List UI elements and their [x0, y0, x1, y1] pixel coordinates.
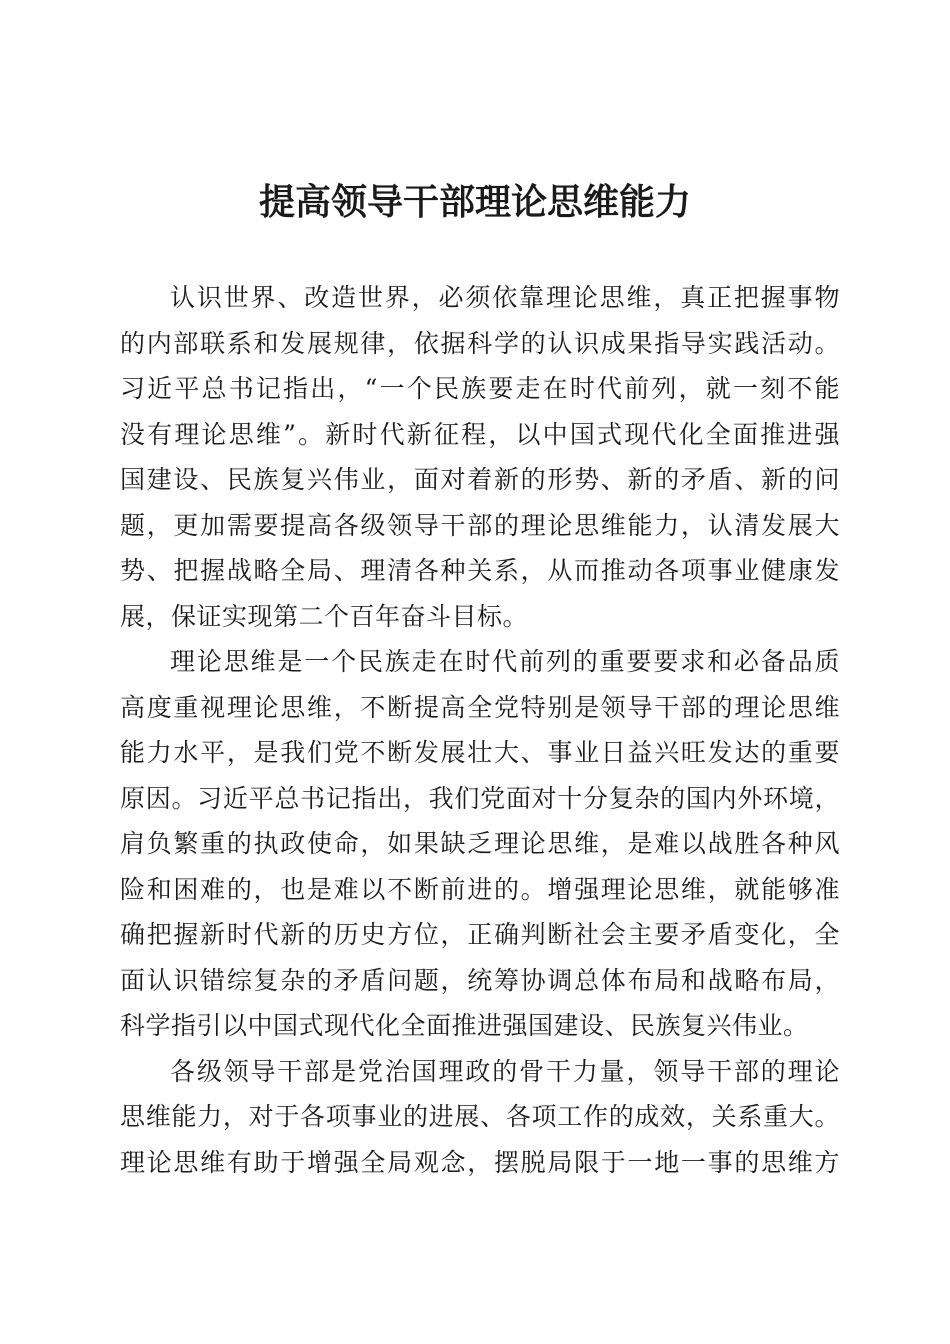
paragraph-line: 原因。习近平总书记指出，我们党面对十分复杂的国内外环境，	[120, 783, 840, 813]
paragraph-line: 面认识错综复杂的矛盾问题，统筹协调总体布局和战略布局，	[120, 965, 840, 995]
paragraph-2	[120, 639, 840, 1049]
paragraph-1	[120, 275, 840, 639]
paragraph-line: 习近平总书记指出，“一个民族要走在时代前列，就一刻不能	[120, 374, 840, 403]
paragraph-line: 各级领导干部是党治国理政的骨干力量，领导干部的理论	[170, 1056, 840, 1086]
paragraph-line: 理论思维是一个民族走在时代前列的重要要求和必备品质	[170, 647, 840, 676]
paragraph-line: 思维能力，对于各项事业的进展、各项工作的成效，关系重大。	[120, 1102, 840, 1131]
paragraph-line: 题，更加需要提高各级领导干部的理论思维能力，认清发展大	[120, 510, 840, 540]
paragraph-line: 险和困难的，也是难以不断前进的。增强理论思维，就能够准	[120, 874, 840, 904]
document-body	[120, 275, 840, 1185]
paragraph-line: 肩负繁重的执政使命，如果缺乏理论思维，是难以战胜各种风	[120, 829, 840, 858]
paragraph-3	[120, 1049, 840, 1186]
paragraph-line: 理论思维有助于增强全局观念，摆脱局限于一地一事的思维方	[120, 1147, 840, 1177]
paragraph-line: 势、把握战略全局、理清各种关系，从而推动各项事业健康发	[120, 556, 840, 585]
paragraph-line: 确把握新时代新的历史方位，正确判断社会主要矛盾变化，全	[120, 920, 840, 949]
paragraph-line: 的内部联系和发展规律，依据科学的认识成果指导实践活动。	[120, 328, 840, 358]
paragraph-line: 没有理论思维”。新时代新征程，以中国式现代化全面推进强	[120, 419, 840, 449]
paragraph-line: 能力水平，是我们党不断发展壮大、事业日益兴旺发达的重要	[120, 738, 840, 767]
paragraph-line: 认识世界、改造世界，必须依靠理论思维，真正把握事物	[170, 283, 840, 312]
paragraph-line: 科学指引以中国式现代化全面推进强国建设、民族复兴伟业。	[120, 1011, 809, 1040]
paragraph-line: 展，保证实现第二个百年奋斗目标。	[120, 601, 529, 631]
document-title: 提高领导干部理论思维能力	[258, 181, 691, 223]
paragraph-line: 高度重视理论思维，不断提高全党特别是领导干部的理论思维	[120, 692, 840, 722]
paragraph-line: 国建设、民族复兴伟业，面对着新的形势、新的矛盾、新的问	[120, 465, 840, 494]
